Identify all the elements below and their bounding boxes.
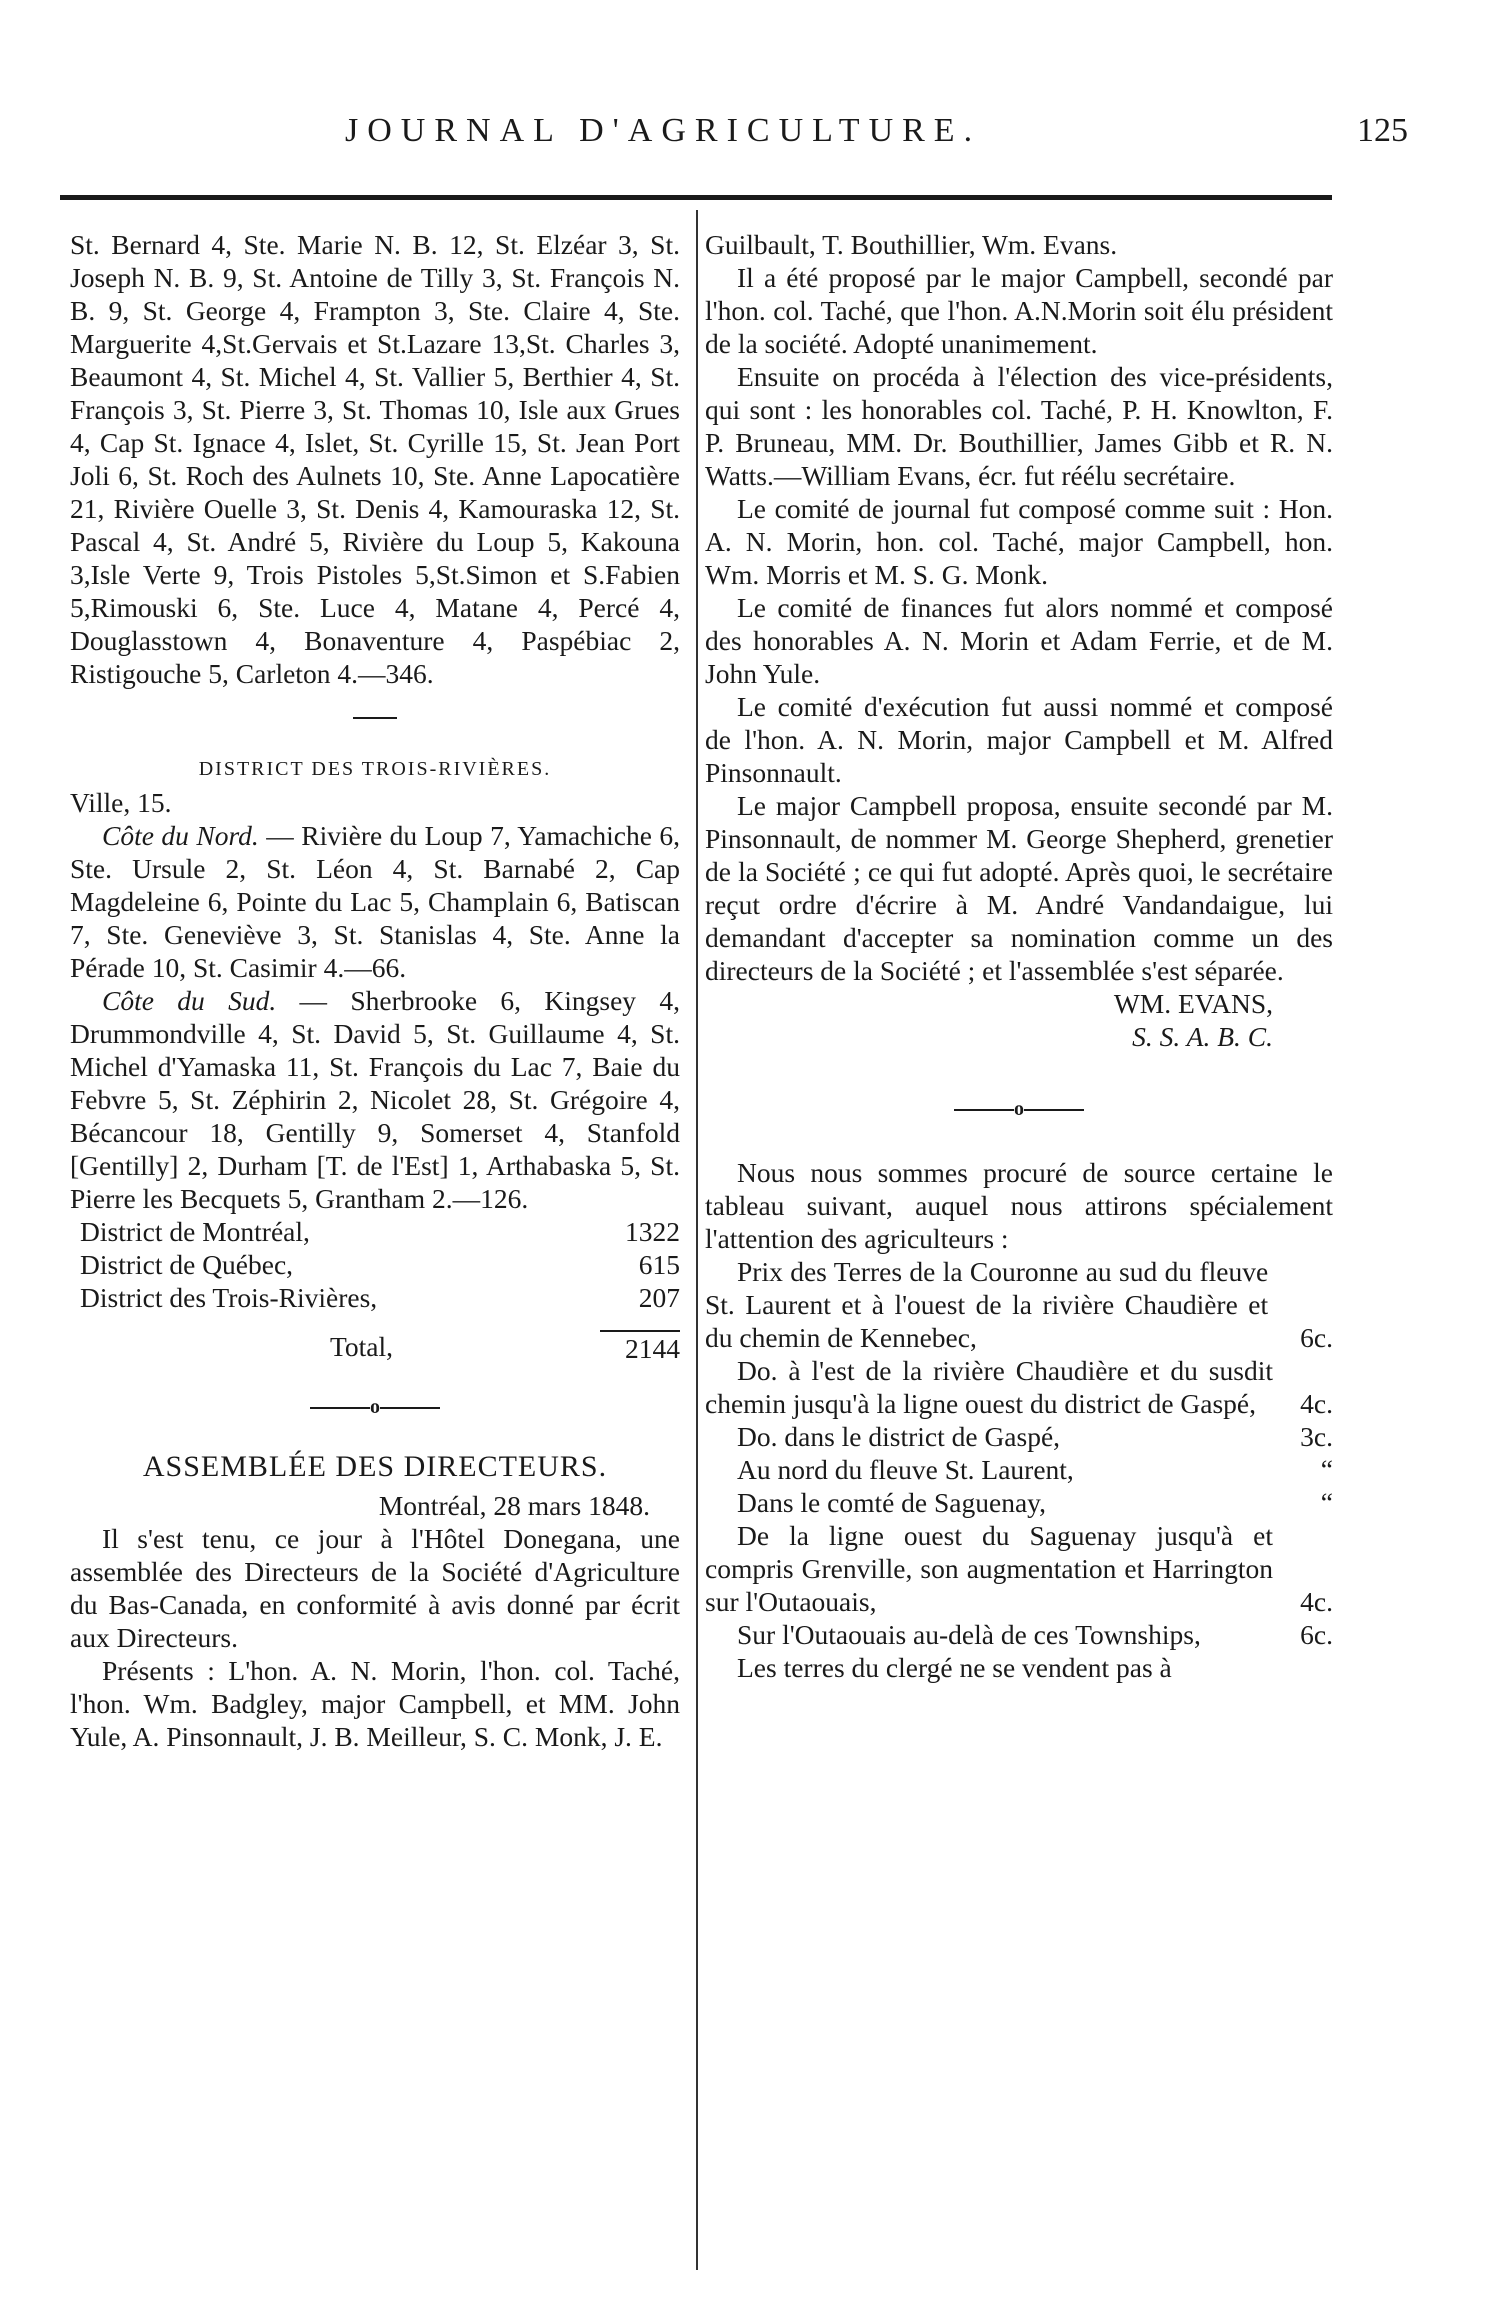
price-value: 6c. [1300, 1619, 1333, 1650]
total-label: District des Trois-Rivières, [80, 1282, 378, 1313]
total-label: District de Québec, [80, 1249, 294, 1280]
price-text: Prix des Terres de la Couronne au sud du fleuve St. Laurent et à l'ouest de la rivière Chaudière et du chemin de Kennebec, [705, 1256, 1269, 1353]
cote-du-nord [70, 819, 680, 984]
price-value: 3c. [1300, 1421, 1333, 1452]
section-ornament [70, 1391, 680, 1424]
section-ornament [705, 1093, 1333, 1126]
ornament-mark: o [370, 1396, 380, 1418]
price-value: “ [1320, 1487, 1333, 1518]
price-text: Do. dans le district de Gaspé, [737, 1421, 1061, 1452]
total-row [80, 1248, 680, 1281]
paragraph: Les terres du clergé ne se vendent pas à [737, 1652, 1172, 1683]
price-text: Au nord du fleuve St. Laurent, [737, 1454, 1074, 1485]
right-column [705, 228, 1333, 1684]
page-header [0, 112, 1504, 172]
running-title: JOURNAL D'AGRICULTURE. [345, 112, 982, 149]
ornament-mark: o [1014, 1098, 1024, 1120]
price-row [705, 1420, 1333, 1453]
paragraph: Le comité de finances fut alors nommé et composé des honorables A. N. Morin et Adam Ferrie, et de M. John Yule. [705, 592, 1333, 689]
price-value: “ [1320, 1454, 1333, 1485]
price-text: Dans le comté de Saguenay, [737, 1487, 1047, 1518]
grand-total-value: 2144 [600, 1330, 680, 1365]
price-text: Do. à l'est de la rivière Chaudière et du susdit chemin jusqu'à la ligne ouest du district de Gaspé, [705, 1355, 1273, 1419]
left-column [70, 228, 680, 1753]
cote-du-nord-label: Côte du Nord. [102, 820, 259, 851]
price-value: 6c. [1300, 1322, 1333, 1353]
district-totals [70, 1215, 680, 1365]
price-row [705, 1519, 1333, 1618]
column-divider [696, 210, 698, 2270]
section-dash [70, 698, 680, 731]
price-row [705, 1618, 1333, 1651]
paragraph: Guilbault, T. Bouthillier, Wm. Evans. [705, 229, 1118, 260]
price-row [705, 1486, 1333, 1519]
price-row [705, 1354, 1333, 1420]
grand-total-label: Total, [330, 1331, 393, 1362]
paragraph: Le major Campbell proposa, ensuite secondé par M. Pinsonnault, de nommer M. George Shepherd, grenetier de la Société ; ce qui fut adopté. Après quoi, le secrétaire reçut ordre d'écrire à M. André Vandandaigue, lui demandant d'accepter sa nomination comme un des directeurs de la Société ; et l'assemblée s'est séparée. [705, 790, 1333, 986]
grand-total-row [80, 1330, 680, 1365]
paragraph: Le comité d'exécution fut aussi nommé et composé de l'hon. A. N. Morin, major Campbell et M. Alfred Pinsonnault. [705, 691, 1333, 788]
cote-du-nord-text: — Rivière du Loup 7, Yamachiche 6, Ste. Ursule 2, St. Léon 4, St. Barnabé 2, Cap Magdeleine 6, Pointe du Lac 5, Champlain 6, Batiscan 7, Ste. Geneviève 3, St. Stanislas 4, Ste. Anne la Pérade 10, St. Casimir 4.—66. [70, 820, 681, 983]
header-rule [60, 195, 1332, 200]
price-value: 4c. [1300, 1586, 1333, 1617]
price-text: Sur l'Outaouais au-delà de ces Townships, [737, 1619, 1201, 1650]
price-row [705, 1255, 1333, 1354]
total-row [80, 1215, 680, 1248]
total-value: 1322 [625, 1216, 680, 1247]
paragraph: Il a été proposé par le major Campbell, secondé par l'hon. col. Taché, que l'hon. A.N.Morin soit élu président de la société. Adopté unanimement. [705, 262, 1333, 359]
total-label: District de Montréal, [80, 1216, 310, 1247]
district-heading: DISTRICT DES TROIS-RIVIÈRES. [198, 758, 552, 780]
signature-title: S. S. A. B. C. [1132, 1021, 1273, 1052]
price-row [705, 1453, 1333, 1486]
cote-du-sud [70, 984, 680, 1215]
page-number: 125 [1357, 112, 1408, 149]
ville-line: Ville, 15. [70, 787, 172, 818]
signature-name: WM. EVANS, [1113, 988, 1273, 1019]
total-value: 615 [638, 1249, 680, 1280]
presents-paragraph: Présents : L'hon. A. N. Morin, l'hon. col. Taché, l'hon. Wm. Badgley, major Campbell, et MM. John Yule, A. Pinsonnault, J. B. Meilleur, S. C. Monk, J. E. [70, 1655, 680, 1752]
price-value: 4c. [1300, 1388, 1333, 1419]
cote-du-sud-text: — Sherbrooke 6, Kingsey 4, Drummondville 4, St. David 5, St. Guillaume 4, St. Michel d'Yamaska 11, St. François du Lac 7, Baie du Febvre 5, St. Zéphirin 2, Nicolet 28, St. Grégoire 4, Bécancour 18, Gentilly 9, Somerset 4, Stanfold [Gentilly] 2, Durham [T. de l'Est] 1, Arthabaska 5, St. Pierre les Becquets 5, Grantham 2.—126. [70, 985, 680, 1214]
price-text: De la ligne ouest du Saguenay jusqu'à et compris Grenville, son augmentation et Harrington sur l'Outaouais, [705, 1520, 1273, 1617]
assembly-heading: ASSEMBLÉE DES DIRECTEURS. [142, 1450, 608, 1483]
total-value: 207 [638, 1282, 680, 1313]
paragraph: Nous nous sommes procuré de source certaine le tableau suivant, auquel nous attirons spécialement l'attention des agriculteurs : [705, 1157, 1333, 1254]
cote-du-sud-label: Côte du Sud. [102, 985, 277, 1016]
parish-list-quebec: St. Bernard 4, Ste. Marie N. B. 12, St. Elzéar 3, St. Joseph N. B. 9, St. Antoine de Tilly 3, St. François N. B. 9, St. George 4, Frampton 3, Ste. Claire 4, Ste. Marguerite 4,St.Gervais et St.Lazare 13,St. Charles 3, Beaumont 4, St. Michel 4, St. Vallier 5, Berthier 4, St. François 3, St. Pierre 3, St. Thomas 10, Isle aux Grues 4, Cap St. Ignace 4, Islet, St. Cyrille 15, St. Jean Port Joli 6, St. Roch des Aulnets 10, Ste. Anne Lapocatière 21, Rivière Ouelle 3, St. Denis 4, Kamouraska 12, St. Pascal 4, St. André 5, Rivière du Loup 5, Kakouna 3,Isle Verte 9, Trois Pistoles 5,St.Simon et S.Fabien 5,Rimouski 6, Ste. Luce 4, Matane 4, Percé 4, Douglasstown 4, Bonaventure 4, Paspébiac 2, Ristigouche 5, Carleton 4.—346. [70, 229, 680, 689]
assembly-paragraph: Il s'est tenu, ce jour à l'Hôtel Donegana, une assemblée des Directeurs de la Société d'Agriculture du Bas-Canada, en conformité à avis donné par écrit aux Directeurs. [70, 1523, 680, 1653]
paragraph: Ensuite on procéda à l'élection des vice-présidents, qui sont : les honorables col. Taché, P. H. Knowlton, F. P. Bruneau, MM. Dr. Bouthillier, James Gibb et R. N. Watts.—William Evans, écr. fut réélu secrétaire. [705, 361, 1333, 491]
dateline: Montréal, 28 mars 1848. [378, 1490, 650, 1521]
paragraph: Le comité de journal fut composé comme suit : Hon. A. N. Morin, hon. col. Taché, major Campbell, hon. Wm. Morris et M. S. G. Monk. [705, 493, 1333, 590]
total-row [80, 1281, 680, 1314]
